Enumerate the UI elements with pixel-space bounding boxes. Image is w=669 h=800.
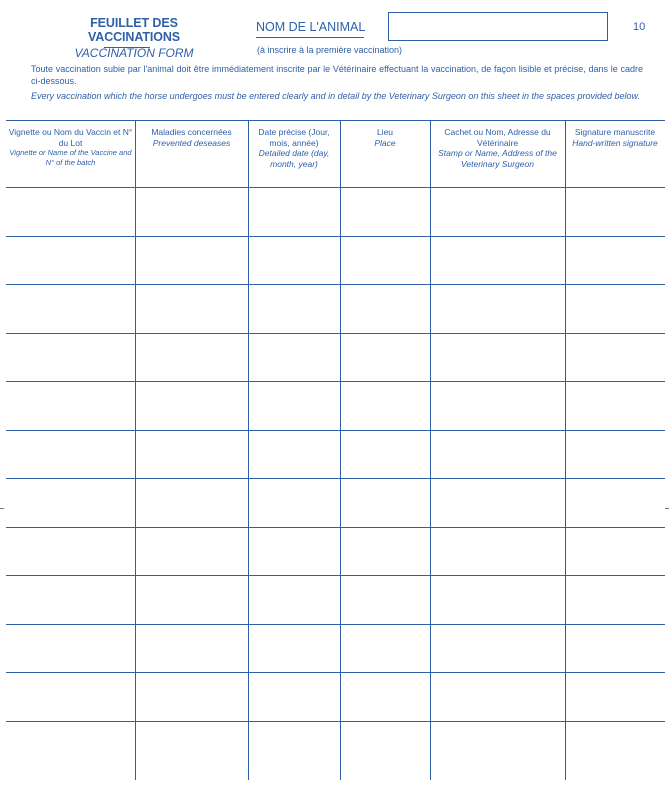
form-title <box>44 16 224 60</box>
column-header-3 <box>250 127 338 176</box>
table-cell[interactable] <box>341 382 430 430</box>
table-cell[interactable] <box>136 479 248 527</box>
animal-name-field[interactable] <box>388 12 608 41</box>
table-cell[interactable] <box>431 431 565 479</box>
column-header-en: Stamp or Name, Address of the Veterinary Surgeon <box>438 148 557 169</box>
animal-name-underline <box>256 37 364 38</box>
table-cell[interactable] <box>7 285 135 333</box>
table-cell[interactable] <box>431 479 565 527</box>
table-cell[interactable] <box>7 528 135 576</box>
table-cell[interactable] <box>136 285 248 333</box>
table-cell[interactable] <box>249 528 340 576</box>
table-cell[interactable] <box>7 334 135 382</box>
table-cell[interactable] <box>249 576 340 624</box>
form-title-en: VACCINATION FORM <box>74 46 194 60</box>
table-cell[interactable] <box>431 237 565 285</box>
column-header-5 <box>432 127 563 176</box>
column-header-en: Detailed date (day, month, year) <box>258 148 330 169</box>
table-cell[interactable] <box>566 625 665 673</box>
table-cell[interactable] <box>341 576 430 624</box>
table-cell[interactable] <box>136 673 248 721</box>
table-cell[interactable] <box>249 334 340 382</box>
title-underline <box>104 47 150 48</box>
table-cell[interactable] <box>249 479 340 527</box>
table-cell[interactable] <box>7 722 135 770</box>
table-cell[interactable] <box>7 431 135 479</box>
table-cell[interactable] <box>431 334 565 382</box>
table-cell[interactable] <box>136 334 248 382</box>
table-top-rule <box>6 120 665 121</box>
animal-name-label: NOM DE L'ANIMAL <box>256 20 366 34</box>
column-header-fr: Vignette ou Nom du Vaccin et N° du Lot <box>8 127 133 148</box>
table-cell[interactable] <box>341 528 430 576</box>
table-cell[interactable] <box>341 285 430 333</box>
left-edge-mark <box>0 508 4 509</box>
table-cell[interactable] <box>249 673 340 721</box>
table-cell[interactable] <box>7 673 135 721</box>
table-cell[interactable] <box>431 382 565 430</box>
column-header-6 <box>567 127 663 176</box>
table-cell[interactable] <box>566 528 665 576</box>
table-cell[interactable] <box>7 382 135 430</box>
column-header-en: Hand-written signature <box>572 137 658 148</box>
table-cell[interactable] <box>431 528 565 576</box>
right-edge-mark <box>665 508 669 509</box>
column-header-1 <box>8 127 133 176</box>
table-cell[interactable] <box>136 625 248 673</box>
table-cell[interactable] <box>431 625 565 673</box>
form-title-fr: FEUILLET DES VACCINATIONS <box>87 16 181 44</box>
column-header-2 <box>137 127 246 176</box>
table-cell[interactable] <box>566 673 665 721</box>
column-header-fr: Date précise (Jour, mois, année) <box>258 127 330 148</box>
table-cell[interactable] <box>431 673 565 721</box>
table-cell[interactable] <box>431 285 565 333</box>
intro-text-en: Every vaccination which the horse undergoes must be entered clearly and in detail by the Veterinary Surgeon on this sheet in the spaces provided below. <box>31 91 641 101</box>
table-cell[interactable] <box>566 188 665 236</box>
table-cell[interactable] <box>7 576 135 624</box>
page-number: 10 <box>633 21 646 33</box>
table-cell[interactable] <box>566 722 665 770</box>
table-cell[interactable] <box>249 382 340 430</box>
column-header-fr: Cachet ou Nom, Adresse du Vétérinaire <box>444 127 551 148</box>
table-cell[interactable] <box>566 237 665 285</box>
table-cell[interactable] <box>249 431 340 479</box>
table-cell[interactable] <box>566 479 665 527</box>
table-cell[interactable] <box>136 382 248 430</box>
table-cell[interactable] <box>566 431 665 479</box>
table-cell[interactable] <box>341 625 430 673</box>
table-cell[interactable] <box>341 237 430 285</box>
table-cell[interactable] <box>136 188 248 236</box>
column-header-fr: Signature manuscrite <box>574 127 656 137</box>
table-cell[interactable] <box>431 188 565 236</box>
table-cell[interactable] <box>249 237 340 285</box>
table-cell[interactable] <box>341 334 430 382</box>
column-header-en: Place <box>374 137 396 148</box>
column-header-en: Prevented deseases <box>152 137 231 148</box>
animal-name-note: (à inscrire à la première vaccination) <box>257 45 403 55</box>
table-cell[interactable] <box>431 576 565 624</box>
table-cell[interactable] <box>341 479 430 527</box>
table-cell[interactable] <box>7 237 135 285</box>
column-header-fr: Lieu <box>376 127 394 137</box>
table-cell[interactable] <box>136 528 248 576</box>
table-cell[interactable] <box>136 722 248 770</box>
table-cell[interactable] <box>431 722 565 770</box>
table-cell[interactable] <box>566 576 665 624</box>
table-cell[interactable] <box>249 188 340 236</box>
intro-text-fr: Toute vaccination subie par l'animal doit être immédiatement inscrite par le Vétérinaire effectuant la vaccination, de façon lisible et précise, dans le cadre ci-dessous. <box>31 64 643 86</box>
table-cell[interactable] <box>341 188 430 236</box>
column-header-fr: Maladies concernées <box>151 127 232 137</box>
table-cell[interactable] <box>566 382 665 430</box>
table-cell[interactable] <box>249 285 340 333</box>
table-cell[interactable] <box>341 673 430 721</box>
table-cell[interactable] <box>341 722 430 770</box>
table-cell[interactable] <box>566 285 665 333</box>
table-cell[interactable] <box>7 188 135 236</box>
table-cell[interactable] <box>249 625 340 673</box>
table-cell[interactable] <box>566 334 665 382</box>
table-cell[interactable] <box>7 625 135 673</box>
table-cell[interactable] <box>341 431 430 479</box>
column-header-4 <box>342 127 428 176</box>
table-cell[interactable] <box>249 722 340 770</box>
table-cell[interactable] <box>136 431 248 479</box>
table-cell[interactable] <box>7 479 135 527</box>
column-header-en: Vignette or Name of the Vaccine and N° of the batch <box>9 148 132 167</box>
table-cell[interactable] <box>136 237 248 285</box>
table-cell[interactable] <box>136 576 248 624</box>
